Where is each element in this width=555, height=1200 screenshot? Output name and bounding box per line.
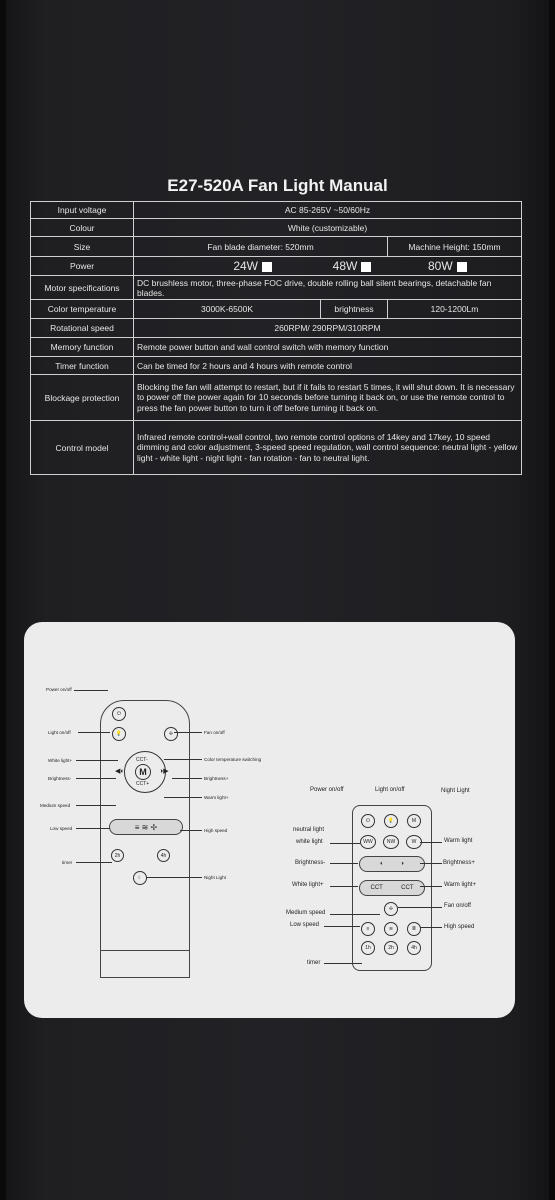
leader-line xyxy=(420,927,442,928)
label-power: Power on/off xyxy=(310,787,344,793)
timer-4h-key: 4h xyxy=(157,849,170,862)
label-power: Power on/off xyxy=(46,687,72,692)
leader-line xyxy=(420,863,442,864)
motor-value: DC brushless motor, three-phase FOC drive, double rolling ball silent bearings, detachable fan blades. xyxy=(134,276,522,300)
cct-key: CCT xyxy=(401,885,414,891)
power-option: 80W xyxy=(428,259,453,273)
label-warm-plus: Warm light+ xyxy=(444,882,476,888)
leader-line xyxy=(76,828,110,829)
table-row xyxy=(31,202,522,219)
brightness-keys: ◐ ◑ xyxy=(359,856,425,872)
size-fan-value: Fan blade diameter: 520mm xyxy=(134,237,388,257)
leader-line xyxy=(398,907,442,908)
timer-2h-key: 2h xyxy=(111,849,124,862)
leader-line xyxy=(420,842,442,843)
leader-line xyxy=(76,805,116,806)
leader-line xyxy=(164,797,202,798)
timer-value: Can be timed for 2 hours and 4 hours with remote control xyxy=(134,357,522,375)
leader-line xyxy=(330,886,358,887)
memory-label: Memory function xyxy=(31,338,134,357)
leader-line xyxy=(420,886,442,887)
light-icon: 💡 xyxy=(384,814,398,828)
label-fan: Fan on/off xyxy=(204,730,225,735)
label-light: Light on/off xyxy=(375,787,405,793)
label-white: White light+ xyxy=(48,758,73,763)
remote-control-small xyxy=(352,805,432,971)
leader-line xyxy=(76,862,112,863)
timer-label: Timer function xyxy=(31,357,134,375)
table-row xyxy=(31,338,522,357)
label-high: High speed xyxy=(204,828,228,833)
label-timer: timer xyxy=(307,960,321,966)
power-icon: ⏻ xyxy=(112,707,126,721)
power-icon: ⏻ xyxy=(361,814,375,828)
checkbox-icon xyxy=(457,262,467,272)
input-voltage-value: AC 85-265V ~50/60Hz xyxy=(134,202,522,219)
leader-line xyxy=(76,760,118,761)
timer-4h-key: 4h xyxy=(407,941,421,955)
checkbox-icon xyxy=(262,262,272,272)
size-machine-value: Machine Height: 150mm xyxy=(388,237,522,257)
cct-plus-key: CCT+ xyxy=(136,781,150,787)
blockage-label: Blockage protection xyxy=(31,375,134,421)
medium-speed-icon: ≋ xyxy=(384,922,398,936)
leader-line xyxy=(330,863,358,864)
cct-keys xyxy=(359,880,425,896)
table-row xyxy=(31,276,522,300)
high-speed-icon: ≣ xyxy=(407,922,421,936)
leader-line xyxy=(324,963,362,964)
fan-icon: ✢ xyxy=(384,902,398,916)
w-key: W xyxy=(406,835,422,849)
leader-line xyxy=(330,843,360,844)
spec-table xyxy=(30,201,522,475)
leader-line xyxy=(74,690,108,691)
label-brightness-plus: Brightness+ xyxy=(443,860,475,866)
rotational-speed-value: 260RPM/ 290RPM/310RPM xyxy=(134,319,522,338)
fan-icon: ✢ xyxy=(164,727,178,741)
speed-keys: ≡ ≋ ✢ xyxy=(109,819,183,835)
table-row xyxy=(31,375,522,421)
nw-key: NW xyxy=(383,835,399,849)
leader-line xyxy=(180,830,202,831)
leader-line xyxy=(174,732,202,733)
manual-title: E27-520A Fan Light Manual xyxy=(167,176,388,195)
power-options xyxy=(134,257,522,276)
label-low: Low speed xyxy=(50,826,73,831)
control-model-label: Control model xyxy=(31,421,134,475)
colour-value: White (customizable) xyxy=(134,219,522,237)
leader-line xyxy=(76,778,116,779)
ww-key: WW xyxy=(360,835,376,849)
brightness-down-icon: ◀◐ xyxy=(115,768,125,775)
leader-line xyxy=(172,778,202,779)
blockage-value: Blocking the fan will attempt to restart, but if it fails to restart 5 times, it will shut down. It is necessary to power off the power again for 10 seconds before turning it back on, or use the remote control to press the fan power button to turn it off before turning it back on. xyxy=(134,375,522,421)
table-row xyxy=(31,257,522,276)
label-warm: Warm light xyxy=(444,838,473,844)
night-light-icon: ☾ xyxy=(133,871,147,885)
label-night: Night Light xyxy=(204,875,226,880)
table-row xyxy=(31,300,522,319)
memory-value: Remote power button and wall control switch with memory function xyxy=(134,338,522,357)
leader-line xyxy=(146,877,202,878)
label-neutral: neutral light xyxy=(293,827,325,833)
table-row xyxy=(31,237,522,257)
label-medium: Medium speed xyxy=(286,910,326,916)
night-m-key: M xyxy=(407,814,421,828)
color-temp-label: Color temperature xyxy=(31,300,134,319)
leader-line xyxy=(324,926,360,927)
label-low: Low speed xyxy=(290,922,320,928)
control-model-value: Infrared remote control+wall control, two remote control options of 14key and 17key, 10 speed dimming and color adjustment, 3-speed speed regulation, wall control sequence: neutral light - yellow light - white light - night light - fan rotation - fan to neutral light. xyxy=(134,421,522,475)
leader-line xyxy=(330,914,380,915)
label-white-light: white light xyxy=(296,839,323,845)
power-label: Power xyxy=(31,257,134,276)
cct-minus-key: CCT- xyxy=(136,757,148,763)
checkbox-icon xyxy=(361,262,371,272)
remote-diagram-card xyxy=(24,622,515,1018)
table-row xyxy=(31,357,522,375)
table-row xyxy=(31,319,522,338)
size-label: Size xyxy=(31,237,134,257)
remote-base xyxy=(101,950,189,977)
label-night: Night Light xyxy=(441,788,470,794)
motor-label: Motor specifications xyxy=(31,276,134,300)
color-temp-value: 3000K-6500K xyxy=(134,300,321,319)
timer-2h-key: 2h xyxy=(384,941,398,955)
remote-control-large xyxy=(100,700,190,978)
label-warm: Warm light+ xyxy=(204,795,229,800)
brightness-value: 120-1200Lm xyxy=(388,300,522,319)
rotational-speed-label: Rotational speed xyxy=(31,319,134,338)
low-speed-icon: ≡ xyxy=(361,922,375,936)
label-cct: Color temperature switching xyxy=(204,757,262,762)
label-brightness-plus: Brightness+ xyxy=(204,776,229,781)
leader-line xyxy=(78,732,110,733)
label-high: High speed xyxy=(444,924,475,930)
m-key: M xyxy=(135,764,151,780)
colour-label: Colour xyxy=(31,219,134,237)
label-medium: Medium speed xyxy=(40,803,71,808)
label-timer: timer xyxy=(62,860,73,865)
cct-key: CCT xyxy=(370,885,383,891)
label-brightness-minus: Brightness- xyxy=(295,860,326,866)
table-row xyxy=(31,219,522,237)
input-voltage-label: Input voltage xyxy=(31,202,134,219)
power-option: 24W xyxy=(233,259,258,273)
label-brightness-minus: Brightness- xyxy=(48,776,72,781)
power-option: 48W xyxy=(332,259,358,273)
label-light: Light on/off xyxy=(48,730,71,735)
leader-line xyxy=(164,759,202,760)
brightness-up-icon: ◑▶ xyxy=(159,768,169,775)
brightness-label: brightness xyxy=(321,300,388,319)
label-fan: Fan on/off xyxy=(444,903,471,909)
label-white-plus: White light+ xyxy=(292,882,324,888)
table-row xyxy=(31,421,522,475)
light-icon: 💡 xyxy=(112,727,126,741)
timer-1h-key: 1h xyxy=(361,941,375,955)
